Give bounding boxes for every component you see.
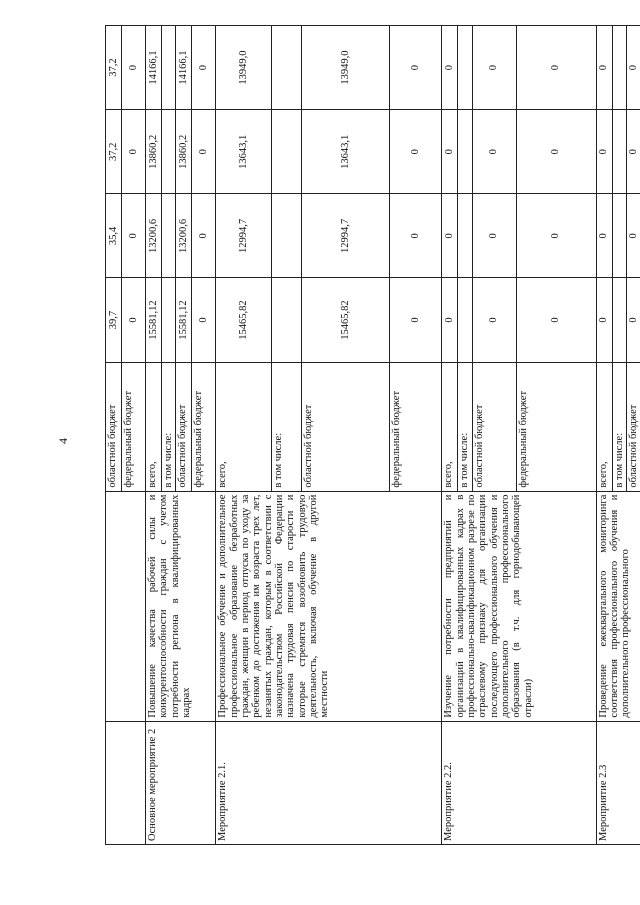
source-cell: федеральный бюджет (192, 362, 216, 491)
value-cell: 15465,82 (302, 278, 390, 362)
description-cell: Изучение потребности предприятий и организаций в квалифицированных кадрах в профессионально-квалификационном разрезе по отраслевому признаку для организации последующего профессионального обучения и дополнительного профессионального образования (в т.ч. для горнодобывающей отрасли) (442, 491, 596, 721)
value-cell: 0 (596, 26, 612, 110)
value-cell: 13949,0 (302, 26, 390, 110)
source-cell: областной бюджет (626, 362, 640, 491)
value-cell (458, 194, 472, 278)
value-cell: 0 (122, 278, 146, 362)
value-cell (612, 278, 626, 362)
rotated-table-stage (105, 25, 639, 845)
description-cell (106, 491, 146, 721)
description-cell: Повышение качества рабочей силы и конкурентоспособности граждан с учетом потребности региона в квалифицированных кадрах (146, 491, 216, 721)
value-cell (272, 194, 302, 278)
value-cell: 0 (122, 110, 146, 194)
value-cell: 0 (192, 194, 216, 278)
table-row (442, 26, 458, 845)
source-cell: в том числе: (272, 362, 302, 491)
value-cell: 0 (516, 194, 596, 278)
stage-cell: Основное мероприятие 2 (146, 721, 216, 844)
value-cell: 0 (442, 26, 458, 110)
value-cell: 39,7 (106, 278, 122, 362)
value-cell: 13643,1 (302, 110, 390, 194)
value-cell (272, 26, 302, 110)
value-cell: 13860,2 (176, 110, 192, 194)
value-cell (612, 194, 626, 278)
value-cell: 0 (192, 26, 216, 110)
value-cell: 13200,6 (176, 194, 192, 278)
source-cell: областной бюджет (472, 362, 516, 491)
source-cell: федеральный бюджет (122, 362, 146, 491)
value-cell: 0 (192, 278, 216, 362)
value-cell: 0 (390, 278, 442, 362)
value-cell (162, 278, 176, 362)
stage-cell: Мероприятие 2.3 (596, 721, 640, 844)
source-cell: всего, (146, 362, 162, 491)
value-cell: 0 (390, 110, 442, 194)
description-cell: Профессиональное обучение и дополнительное профессиональное образование безработных граждан, женщин в период отпуска по уходу за ребенком до достижения им возраста трех лет, незанятых граждан, которым в соответствии с законодательством Российской Федерации назначена трудовая пенсия по старости и которые стремятся возобновить трудовую деятельность, включая обучение в другой местности (216, 491, 442, 721)
value-cell: 35,4 (106, 194, 122, 278)
value-cell (162, 110, 176, 194)
value-cell: 0 (442, 110, 458, 194)
value-cell: 0 (122, 194, 146, 278)
source-cell: областной бюджет (106, 362, 122, 491)
value-cell: 0 (516, 110, 596, 194)
value-cell: 0 (596, 194, 612, 278)
value-cell: 0 (596, 110, 612, 194)
value-cell: 13643,1 (216, 110, 272, 194)
value-cell: 0 (626, 26, 640, 110)
table-row (106, 26, 122, 845)
value-cell (458, 278, 472, 362)
value-cell (162, 194, 176, 278)
table-row (596, 26, 612, 845)
value-cell: 0 (442, 278, 458, 362)
stage-cell: Мероприятие 2.1. (216, 721, 442, 844)
source-cell: в том числе: (458, 362, 472, 491)
page-number: 4 (56, 438, 70, 444)
value-cell: 0 (626, 110, 640, 194)
value-cell (272, 110, 302, 194)
source-cell: федеральный бюджет (390, 362, 442, 491)
value-cell: 0 (390, 194, 442, 278)
value-cell (612, 110, 626, 194)
value-cell: 0 (516, 278, 596, 362)
value-cell: 37,2 (106, 110, 122, 194)
table-row (216, 26, 272, 845)
stage-cell: Мероприятие 2.2. (442, 721, 596, 844)
value-cell (612, 26, 626, 110)
value-cell: 0 (472, 278, 516, 362)
table-row (146, 26, 162, 845)
value-cell: 12994,7 (302, 194, 390, 278)
value-cell: 13860,2 (146, 110, 162, 194)
value-cell: 0 (596, 278, 612, 362)
source-cell: областной бюджет (176, 362, 192, 491)
value-cell (458, 26, 472, 110)
source-cell: всего, (216, 362, 272, 491)
value-cell: 0 (442, 194, 458, 278)
value-cell: 0 (192, 110, 216, 194)
value-cell: 0 (626, 278, 640, 362)
value-cell (162, 26, 176, 110)
source-cell: в том числе: (162, 362, 176, 491)
value-cell: 0 (472, 110, 516, 194)
value-cell: 0 (472, 26, 516, 110)
value-cell: 15465,82 (216, 278, 272, 362)
value-cell: 13200,6 (146, 194, 162, 278)
value-cell (458, 110, 472, 194)
value-cell: 13949,0 (216, 26, 272, 110)
value-cell: 0 (626, 194, 640, 278)
value-cell: 0 (390, 26, 442, 110)
description-cell: Проведение ежеквартального мониторинга соответствия профессионального обучения и дополнительного профессионального (596, 491, 640, 721)
source-cell: федеральный бюджет (516, 362, 596, 491)
source-cell: в том числе: (612, 362, 626, 491)
value-cell: 0 (516, 26, 596, 110)
value-cell: 14166,1 (176, 26, 192, 110)
budget-table (105, 25, 640, 845)
stage-cell (106, 721, 146, 844)
value-cell: 37,2 (106, 26, 122, 110)
value-cell: 0 (122, 26, 146, 110)
value-cell: 15581,12 (176, 278, 192, 362)
value-cell: 15581,12 (146, 278, 162, 362)
value-cell (272, 278, 302, 362)
value-cell: 0 (472, 194, 516, 278)
source-cell: областной бюджет (302, 362, 390, 491)
source-cell: всего, (442, 362, 458, 491)
value-cell: 12994,7 (216, 194, 272, 278)
value-cell: 14166,1 (146, 26, 162, 110)
source-cell: всего, (596, 362, 612, 491)
